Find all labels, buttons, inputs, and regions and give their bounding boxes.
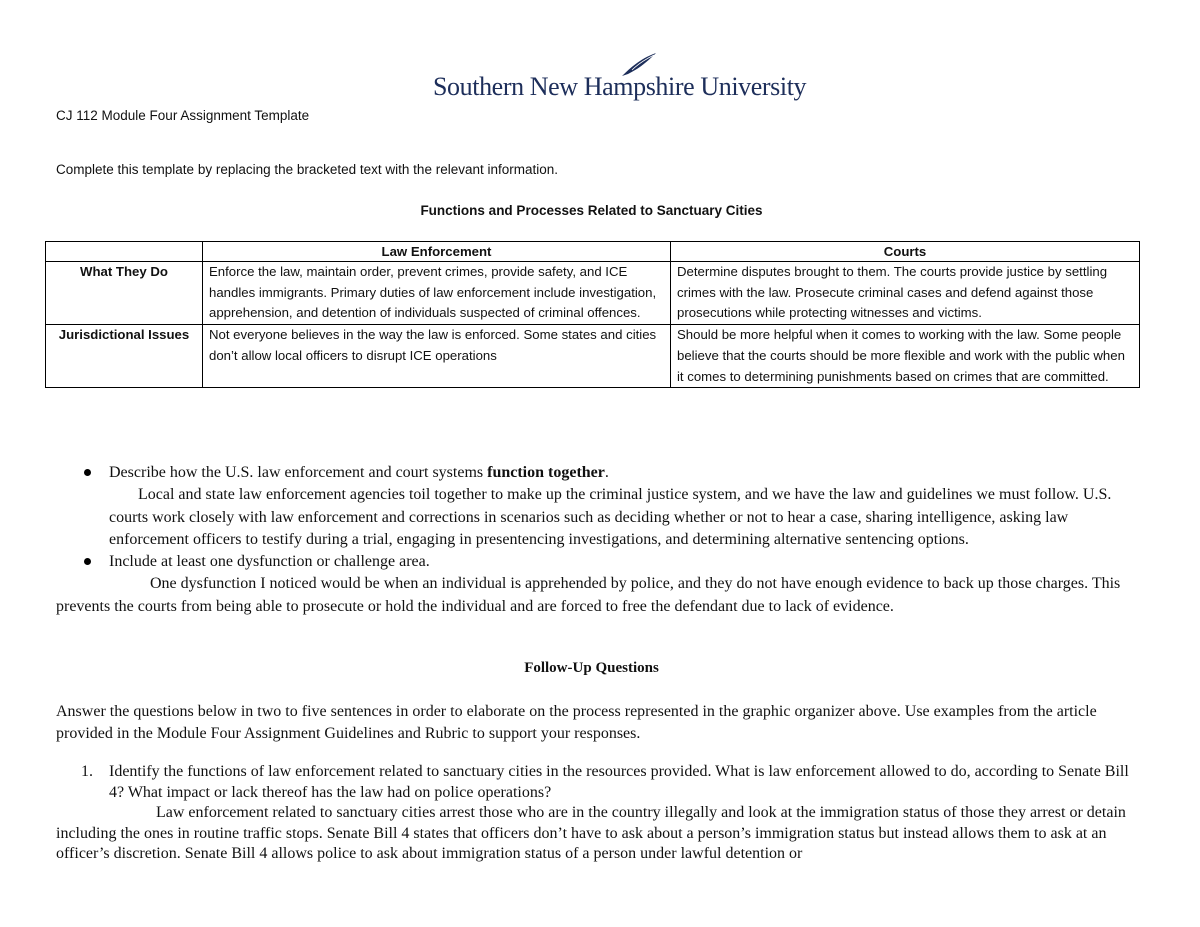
followup-intro: Answer the questions below in two to five sentences in order to elaborate on the process represented in the graphic organizer above. Use examples from the article provided in the Module Four Assignment Guidelines and Rubric to support your responses. [56,703,1097,742]
bullet-icon [84,558,91,565]
table-row-what-they-do [46,262,1140,325]
row-label: What They Do [46,262,203,325]
organizer-table [45,241,1140,388]
followup-heading: Follow-Up Questions [524,660,659,676]
cell-law-enforcement: Not everyone believes in the way the law is enforced. Some states and cities don’t allow local officers to disrupt ICE operations [203,325,671,388]
logo-wordmark: Southern New Hampshire University [433,72,807,101]
bullet-icon [84,469,91,476]
cell-courts: Should be more helpful when it comes to working with the law. Some people believe that the courts should be more flexible and work with the public when it comes to determining punishments based on crimes that are committed. [671,325,1140,388]
question-number: 1. [81,763,93,780]
snhu-logo [433,52,807,104]
list-item [56,551,1146,618]
bullet-prompt: Describe how the U.S. law enforcement and court systems function together. [109,464,609,481]
header-empty [46,242,203,262]
document-title: CJ 112 Module Four Assignment Template [56,108,310,123]
table-title: Functions and Processes Related to Sanctuary Cities [420,203,763,218]
question-item [56,762,1146,865]
list-item [56,462,1146,551]
table-row-jurisdictional-issues [46,325,1140,388]
bullet-prompt: Include at least one dysfunction or challenge area. [109,553,430,571]
bullet-answer: One dysfunction I noticed would be when an individual is apprehended by police, and they do not have enough evidence to back up those charges. This prevents the courts from being able to prosecute or hold the individual and are forced to free the defendant due to lack of evidence. [56,575,1121,615]
header-law-enforcement: Law Enforcement [203,242,671,262]
row-label: Jurisdictional Issues [46,325,203,388]
question-text: Identify the functions of law enforcement related to sanctuary cities in the resources provided. What is law enforcement allowed to do, according to Senate Bill 4? What impact or lack thereof has the law had on police operations? [109,763,1129,801]
question-answer: Law enforcement related to sanctuary cities arrest those who are in the country illegally and look at the immigration status of those they arrest or detain including the ones in routine traffic stops. Senate Bill 4 states that officers don’t have to ask about a person’s immigration status but instead allows them to ask at an officer’s discretion. Senate Bill 4 allows police to ask about immigration status of a person under lawful detention or [56,804,1126,862]
table-header-row [46,242,1140,262]
cell-courts: Determine disputes brought to them. The courts provide justice by settling crimes with the law. Prosecute criminal cases and defend against those prosecutions while protecting witnesses and victims. [671,262,1140,325]
bullet-answer: Local and state law enforcement agencies toil together to make up the criminal justice system, and we have the law and guidelines we must follow. U.S. courts work closely with law enforcement and corrections in scenarios such as deciding whether or not to hear a case, sharing intelligence, asking law enforcement officers to testify during a trial, engaging in presentencing investigations, and determining alternative sentencing options. [109,486,1112,548]
cell-law-enforcement: Enforce the law, maintain order, prevent crimes, provide safety, and ICE handles immigrants. Primary duties of law enforcement include investigation, apprehension, and detention of individuals suspected of criminal offences. [203,262,671,325]
instructions-text: Complete this template by replacing the bracketed text with the relevant information. [56,162,559,177]
header-courts: Courts [671,242,1140,262]
bullet-list [56,462,1146,618]
bold-phrase: function together [487,464,605,481]
